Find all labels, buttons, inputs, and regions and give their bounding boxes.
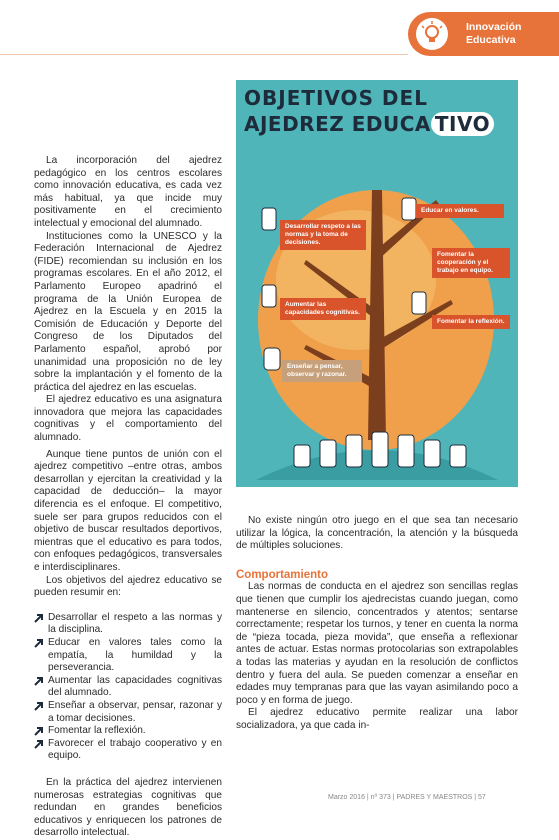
tab-title-line2: Educativa [466, 34, 516, 46]
paragraph: Los objetivos del ajedrez educativo se pueden resumir en: [34, 574, 222, 599]
list-item: Educar en valores tales como la empatía, la humildad y la perseverancia. [34, 637, 222, 675]
right-column [236, 515, 518, 733]
paragraph: Aunque tiene puntos de unión con el ajedrez competitivo –entre otras, ambos desarrollan y ejercitan la creatividad y la capacidad de deducción– la mayor diferencia es el enfoque. El competitivo, suele ser para grupos reducidos con el objetivo de buscar resultados deportivos, mientras que el educativo es para todos, con enfoques pedagógicos, transversales e interdisciplinares. [34, 448, 222, 573]
arrow-icon [34, 726, 44, 736]
list-item: Aumentar las capacidades cognitivas del alumnado. [34, 675, 222, 700]
paragraph: En la práctica del ajedrez intervienen numerosas estrategias cognitivas que redundan en grandes beneficios educativos y enriquecen los patrones de desarrollo intelectual. [34, 776, 222, 839]
arrow-icon [34, 638, 44, 648]
list-item: Desarrollar el respeto a las normas y la disciplina. [34, 612, 222, 637]
lightbulb-icon [416, 18, 448, 50]
tab-title-line1: Innovación [466, 21, 522, 33]
infographic-label-reflexion: Fomentar la reflexión. [432, 315, 510, 329]
infographic-label-respeto: Desarrollar respeto a las normas y la toma de decisiones. [280, 220, 366, 250]
infographic-title-line2b: TIVO [431, 112, 494, 136]
paragraph: Instituciones como la UNESCO y la Federación Internacional de Ajedrez (FIDE) recomiendan su inclusión en los programas escolares. En el año 2012, el Parlamento Europeo apadrinó el programa de la Unión Europea de Ajedrez en la Escuela y en 2015 la Comisión de Educación y Deporte del Congreso de los Diputados del Parlamento español, aprobó por unanimidad una proposición no de ley sobre la implantación y el fomento de la práctica del ajedrez en las escuelas. [34, 230, 222, 393]
objectives-list [34, 612, 222, 763]
arrow-icon [34, 676, 44, 686]
infographic-title-line2a: AJEDREZ EDUCA [244, 112, 431, 136]
infographic-label-capacidades: Aumentar las capacidades cognitivas. [280, 298, 366, 320]
infographic-label-cooperacion: Fomentar la cooperación y el trabajo en equipo. [432, 248, 510, 278]
arrow-icon [34, 613, 44, 623]
paragraph: El ajedrez educativo es una asignatura innovadora que mejora las capacidades cognitivas y el comportamiento del alumnado. [34, 394, 222, 444]
paragraph: Las normas de conducta en el ajedrez son sencillas reglas que tienen que cumplir los ajedrecistas cuando juegan, como mantenerse en silencio, concentrados y atentos; sentarse correctamente; respetar los turnos, y tener en cuenta la norma de “pieza tocada, pieza movida”, que enseña a reflexionar antes de actuar. Estas normas protocolarias son extrapolables a todas las materias y ayudan en la resolución de conflictos dentro y fuera del aula. Se pueden comenzar a enseñar en edades muy tempranas para que las vayan asimilando poco a poco y en forma de juego. [236, 581, 518, 706]
infographic-label-valores: Educar en valores. [416, 204, 504, 218]
paragraph: El ajedrez educativo permite realizar una labor socializadora, ya que cada in- [236, 707, 518, 731]
tree-illustration [236, 80, 518, 487]
paragraph: No existe ningún otro juego en el que sea tan necesario utilizar la lógica, la concentración, la atención y la búsqueda de múltiples soluciones. [236, 515, 518, 552]
list-item: Favorecer el trabajo cooperativo y en equipo. [34, 738, 222, 763]
list-item: Enseñar a observar, pensar, razonar y a tomar decisiones. [34, 700, 222, 725]
section-tab [408, 12, 559, 56]
list-item: Fomentar la reflexión. [34, 725, 222, 738]
paragraph: La incorporación del ajedrez pedagógico en los centros escolares como innovación educativa, es cada vez más habitual, ya que incide muy positivamente en el crecimiento intelectual y emocional del alumnado. [34, 155, 222, 229]
section-heading: Comportamiento [236, 568, 328, 581]
infographic [236, 80, 518, 487]
infographic-title-line1: OBJETIVOS DEL [244, 86, 428, 110]
left-column [34, 155, 222, 840]
header-rule [0, 54, 408, 55]
arrow-icon [34, 739, 44, 749]
arrow-icon [34, 701, 44, 711]
infographic-label-pensar: Enseñar a pensar, observar y razonar. [282, 360, 362, 382]
page-footer: Marzo 2016 | nº 373 | PADRES Y MAESTROS | 57 [328, 794, 486, 801]
